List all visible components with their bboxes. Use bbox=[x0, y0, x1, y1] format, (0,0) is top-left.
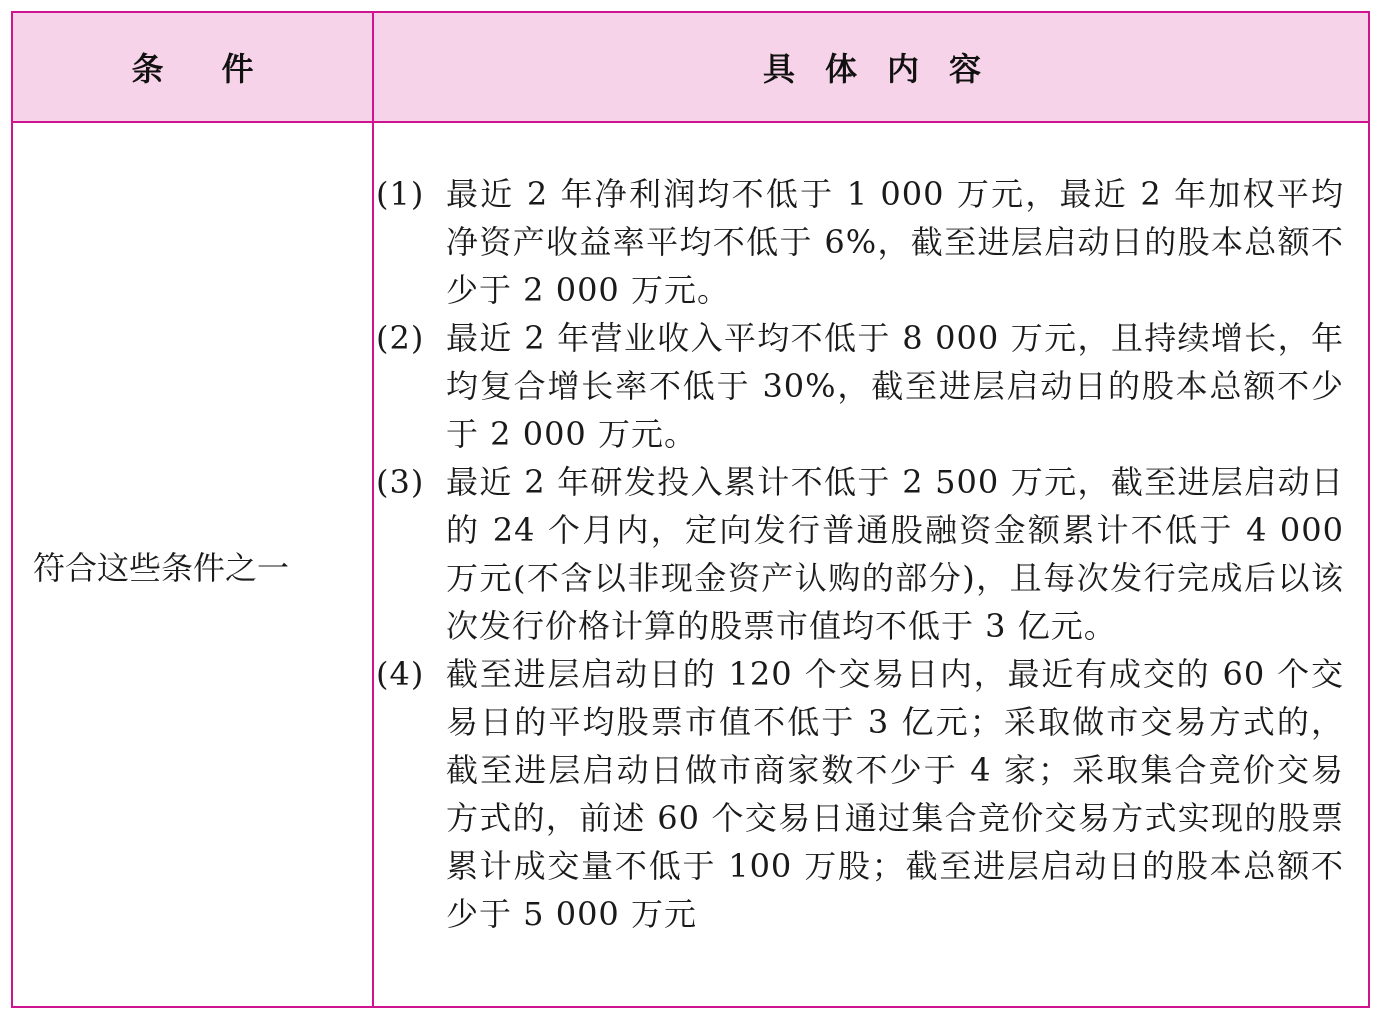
item-number: (2) bbox=[376, 319, 425, 357]
column-divider bbox=[372, 13, 374, 1006]
item-text: 最近 2 年研发投入累计不低于 2 500 万元，截至进层启动日的 24 个月内，定向发行普通股融资金额累计不低于 4 000 万元(不含以非现金资产认购的部分)，且每次发行完成后以该次发行价格计算的股票市值均不低于 3 亿元。 bbox=[446, 463, 1344, 645]
item-text: 截至进层启动日的 120 个交易日内，最近有成交的 60 个交易日的平均股票市值不低于 3 亿元；采取做市交易方式的，截至进层启动日做市商家数不少于 4 家；采取集合竞价交易方式的，前述 60 个交易日通过集合竞价交易方式实现的股票累计成交量不低于 100 万股；截至进层启动日的股本总额不少于 5 000 万元 bbox=[446, 655, 1344, 933]
item-text: 最近 2 年净利润均不低于 1 000 万元，最近 2 年加权平均净资产收益率平均不低于 6%，截至进层启动日的股本总额不少于 2 000 万元。 bbox=[446, 175, 1344, 309]
table-header-row bbox=[13, 13, 1368, 123]
condition-cell bbox=[13, 123, 372, 1008]
header-condition: 条件 bbox=[131, 50, 312, 88]
list-item bbox=[376, 650, 1344, 938]
item-number: (4) bbox=[376, 655, 425, 693]
content-cell bbox=[376, 170, 1344, 938]
item-number: (1) bbox=[376, 175, 425, 213]
condition-text: 符合这些条件之一 bbox=[33, 548, 290, 587]
item-number: (3) bbox=[376, 463, 425, 501]
list-item bbox=[376, 170, 1344, 314]
header-content: 具体内容 bbox=[762, 50, 1011, 88]
list-item bbox=[376, 458, 1344, 650]
item-text: 最近 2 年营业收入平均不低于 8 000 万元，且持续增长，年均复合增长率不低于 30%，截至进层启动日的股本总额不少于 2 000 万元。 bbox=[446, 319, 1344, 453]
list-item bbox=[376, 314, 1344, 458]
